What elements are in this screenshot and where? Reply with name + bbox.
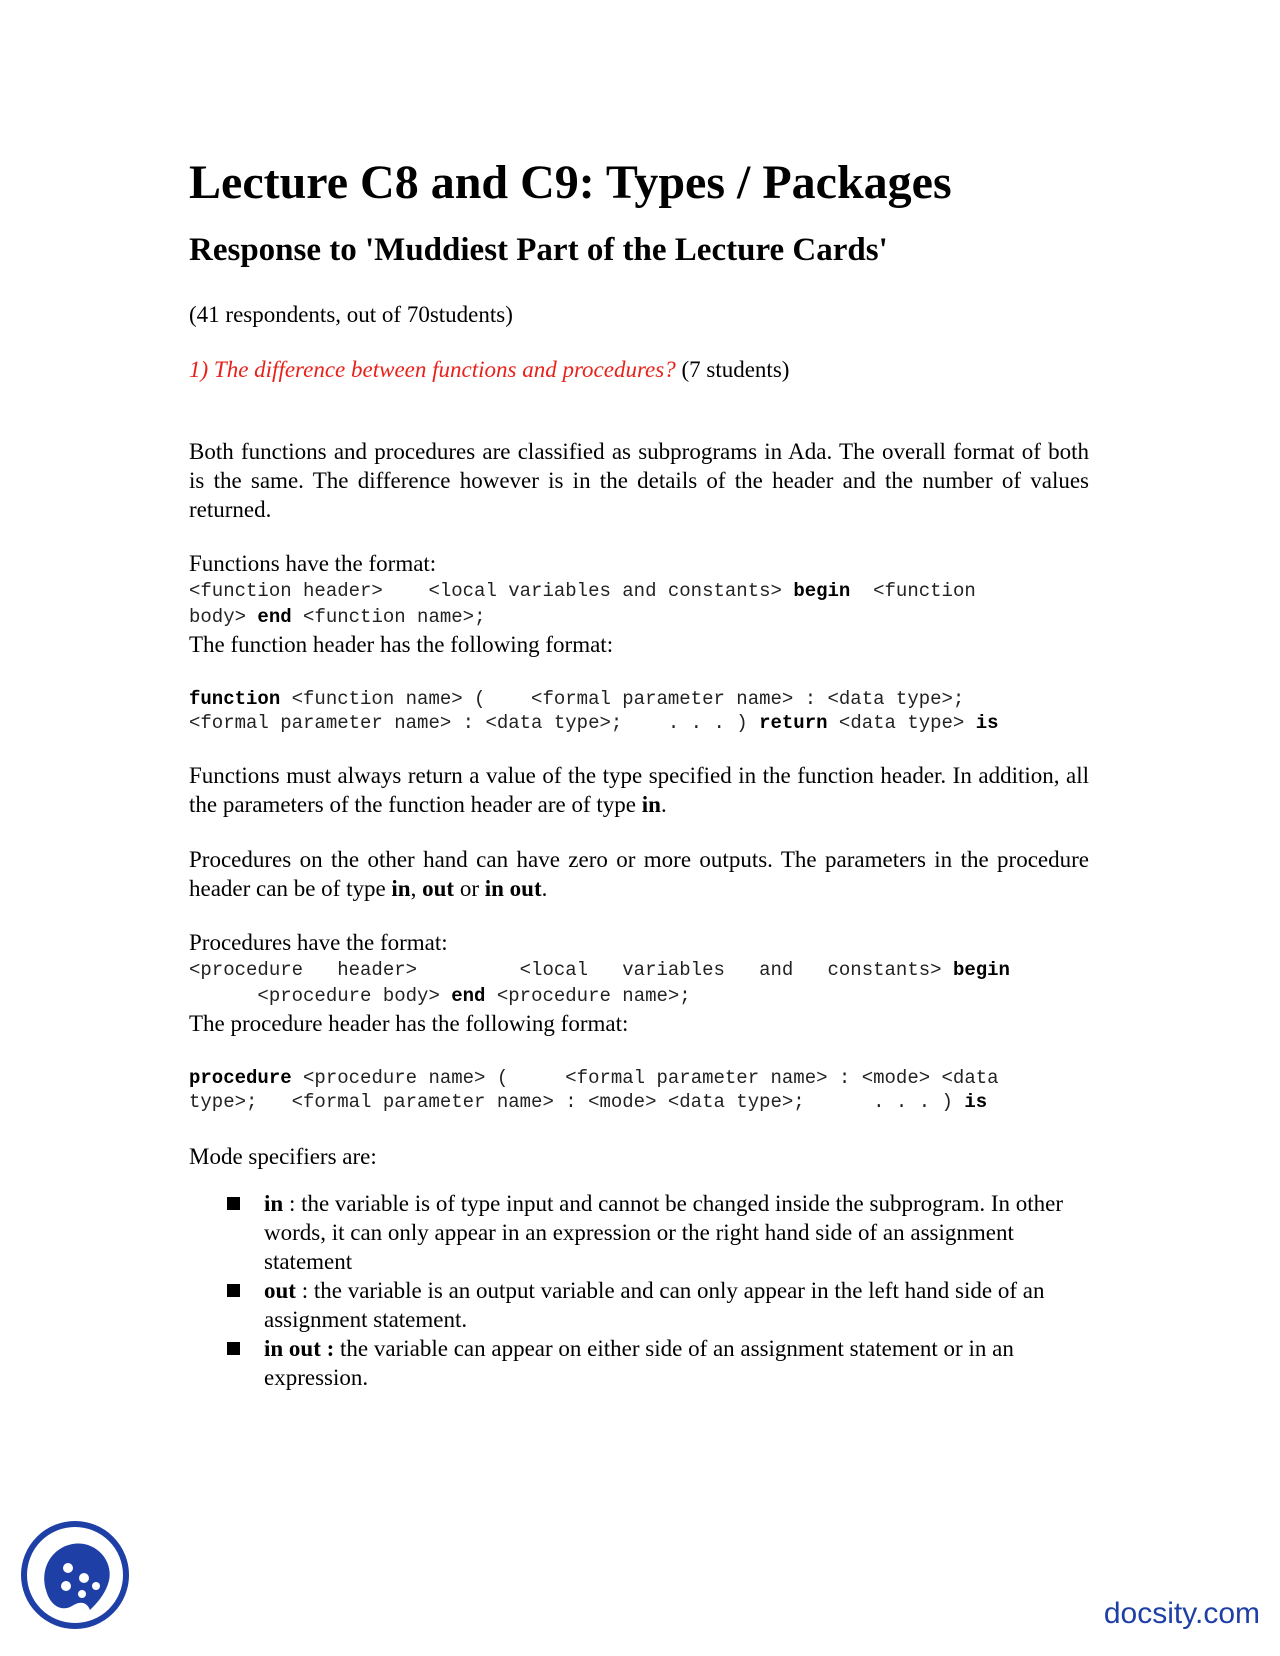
- keyword-end: end: [257, 606, 292, 628]
- code-text: type>; <formal parameter name> : <mode> <data type>; . . . ): [189, 1091, 965, 1113]
- text: .: [660, 792, 667, 817]
- page-title: Lecture C8 and C9: Types / Packages: [189, 156, 952, 209]
- code-text: <data type>: [827, 712, 976, 734]
- procedures-format-label: Procedures have the format:: [189, 930, 448, 955]
- keyword-end: end: [451, 985, 486, 1007]
- procedure-header-label: The procedure header has the following format:: [189, 1011, 629, 1036]
- procedures-format-code: [189, 957, 1089, 1009]
- mode-desc: : the variable is an output variable and can only appear in the left hand side of an assignment statement.: [264, 1278, 1045, 1332]
- code-text: <function header> <local variables and constants>: [189, 580, 794, 602]
- keyword-procedure: procedure: [189, 1067, 292, 1089]
- function-header-code: [189, 687, 1089, 735]
- text: Functions must always return a value of the type specified in the function header. In addition, all the parameters of the function header are of type: [189, 763, 1089, 817]
- code-text: <procedure header> <local variables and constants>: [189, 959, 953, 981]
- keyword-is: is: [964, 1091, 988, 1113]
- procedure-header-code: [189, 1066, 1089, 1114]
- code-text: <function name>;: [291, 606, 486, 628]
- text: or: [454, 876, 485, 901]
- list-item: [227, 1276, 1089, 1334]
- brand-link[interactable]: docsity.com: [1103, 1597, 1260, 1630]
- code-text: <function name> ( <formal parameter name> : <data type>;: [280, 688, 965, 710]
- code-text: body>: [189, 606, 258, 628]
- procedures-intro: [189, 845, 1089, 903]
- keyword-is: is: [975, 712, 999, 734]
- keyword-begin: begin: [952, 959, 1010, 981]
- code-text: <formal parameter name> : <data type>; . . . ): [189, 712, 760, 734]
- keyword-out: out: [422, 876, 455, 901]
- keyword-begin: begin: [793, 580, 851, 602]
- question-line: [189, 355, 1089, 384]
- list-item: [227, 1189, 1089, 1276]
- mode-desc: : the variable is of type input and cannot be changed inside the subprogram. In other words, it can only appear in an expression or the right hand side of an assignment statement: [264, 1191, 1064, 1274]
- function-header-label: The function header has the following format:: [189, 632, 614, 657]
- code-text: <function: [850, 580, 976, 602]
- intro-paragraph: Both functions and procedures are classified as subprograms in Ada. The overall format of both is the same. The difference however is in the details of the header and the number of values returned.: [189, 439, 1089, 522]
- mode-desc: the variable can appear on either side of an assignment statement or in an expression.: [264, 1336, 1014, 1390]
- square-bullet-icon: [227, 1342, 240, 1355]
- respondents-count: (41 respondents, out of 70students): [189, 302, 513, 327]
- code-text: <procedure name>;: [485, 985, 691, 1007]
- code-text: <procedure name> ( <formal parameter name> : <mode> <data: [291, 1067, 999, 1089]
- keyword-in: in: [641, 792, 661, 817]
- keyword-in: in: [391, 876, 411, 901]
- document-page: [189, 150, 1089, 1392]
- text: Procedures on the other hand can have zero or more outputs. The parameters in the procedure header can be of type: [189, 847, 1089, 901]
- mode-term: in: [264, 1191, 284, 1216]
- square-bullet-icon: [227, 1197, 240, 1210]
- modes-label: Mode specifiers are:: [189, 1144, 377, 1169]
- question-text: 1) The difference between functions and procedures?: [189, 357, 676, 382]
- text: ,: [410, 876, 423, 901]
- square-bullet-icon: [227, 1284, 240, 1297]
- functions-note: [189, 761, 1089, 819]
- functions-format-label: Functions have the format:: [189, 551, 437, 576]
- question-count: (7 students): [675, 357, 790, 382]
- text: .: [541, 876, 548, 901]
- keyword-return: return: [759, 712, 828, 734]
- keyword-in-out: in out: [484, 876, 542, 901]
- code-text: <procedure body>: [189, 985, 452, 1007]
- page-subtitle: Response to 'Muddiest Part of the Lecture Cards': [189, 232, 888, 268]
- mode-term: out: [264, 1278, 296, 1303]
- mode-term: in out :: [264, 1336, 335, 1361]
- list-item: [227, 1334, 1089, 1392]
- functions-format-code: [189, 578, 1089, 630]
- docsity-logo-icon[interactable]: [20, 1520, 130, 1630]
- modes-list: [189, 1189, 1089, 1392]
- keyword-function: function: [189, 688, 281, 710]
